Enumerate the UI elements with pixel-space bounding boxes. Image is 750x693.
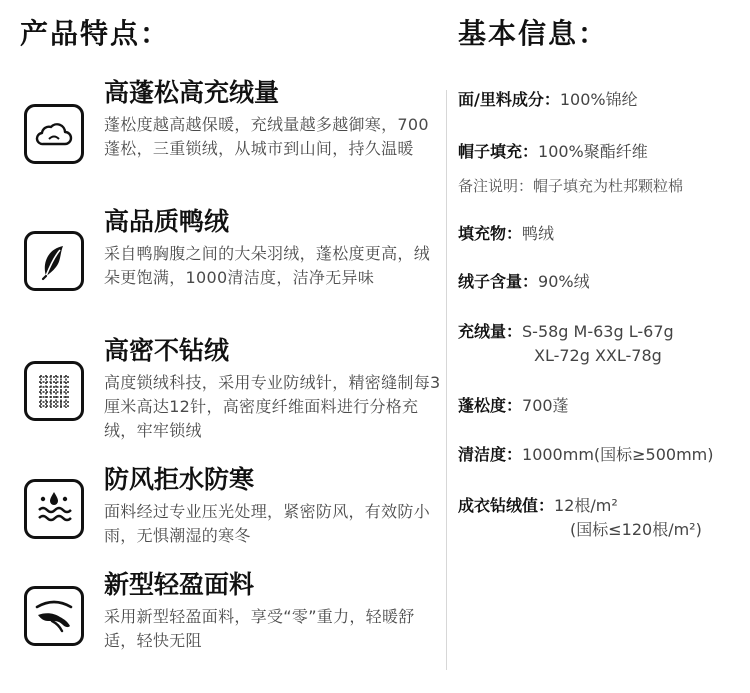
- feature-title: 防风拒水防寒: [104, 465, 255, 494]
- feature-title: 高蓬松高充绒量: [104, 78, 280, 107]
- info-filling: [458, 222, 554, 246]
- info-value-line2: XL-72g XXL-78g: [534, 346, 662, 365]
- info-cleanliness: [458, 443, 714, 467]
- column-divider: [446, 90, 447, 670]
- info-label: 帽子填充：: [458, 142, 539, 161]
- info-hood-filling: [458, 140, 648, 164]
- info-title: 基本信息：: [458, 17, 609, 50]
- feature-desc: 高度锁绒科技，采用专业防绒针，精密缝制每3厘米高达12针，高密度纤维面料进行分格充绒，牢牢锁绒: [104, 373, 441, 440]
- info-value: 100%锦纶: [559, 90, 638, 109]
- feature-title: 新型轻盈面料: [104, 570, 255, 599]
- info-value: 12根/m²: [554, 496, 618, 515]
- feature-title: 高密不钻绒: [104, 336, 230, 365]
- info-value: 鸭绒: [522, 224, 555, 243]
- hand-fabric-icon: [24, 586, 84, 646]
- info-label: 面/里料成分：: [458, 90, 560, 109]
- info-label: 清洁度：: [458, 445, 523, 464]
- features-title: 产品特点：: [20, 17, 171, 50]
- info-label: 绒子含量：: [458, 272, 539, 291]
- feature-desc: 面料经过专业压光处理，紧密防风，有效防小雨，无惧潮湿的寒冬: [104, 502, 431, 545]
- feature-desc: 蓬松度越高越保暖，充绒量越多越御寒，700蓬松，三重锁绒，从城市到山间，持久温暖: [104, 115, 429, 158]
- feather-icon: [24, 231, 84, 291]
- info-fill-power: [458, 394, 569, 418]
- info-value: 90%绒: [538, 272, 590, 291]
- info-down-content: [458, 270, 590, 294]
- cloud-icon: [24, 104, 84, 164]
- feature-desc: 采自鸭胸腹之间的大朵羽绒，蓬松度更高，绒朵更饱满，1000清洁度，洁净无异味: [104, 244, 431, 287]
- info-label: 蓬松度：: [458, 396, 523, 415]
- info-value: 700蓬: [522, 396, 569, 415]
- info-fabric: [458, 88, 638, 112]
- info-value-line2: (国标≤120根/m²): [570, 520, 702, 539]
- info-label: 充绒量：: [458, 322, 523, 341]
- weave-icon: [24, 361, 84, 421]
- info-fill-amount: [458, 320, 674, 368]
- feature-desc: 采用新型轻盈面料，享受“零”重力，轻暖舒适，轻快无阻: [104, 607, 415, 650]
- water-wind-icon: [24, 479, 84, 539]
- info-value: S-58g M-63g L-67g: [522, 322, 674, 341]
- feature-title: 高品质鸭绒: [104, 207, 230, 236]
- info-label: 成衣钻绒值：: [458, 496, 555, 515]
- info-note: 备注说明：帽子填充为杜邦颗粒棉: [458, 177, 684, 195]
- info-value: 1000mm(国标≥500mm): [522, 445, 714, 464]
- info-label: 填充物：: [458, 224, 523, 243]
- info-value: 100%聚酯纤维: [538, 142, 648, 161]
- info-down-leakage: [458, 494, 702, 542]
